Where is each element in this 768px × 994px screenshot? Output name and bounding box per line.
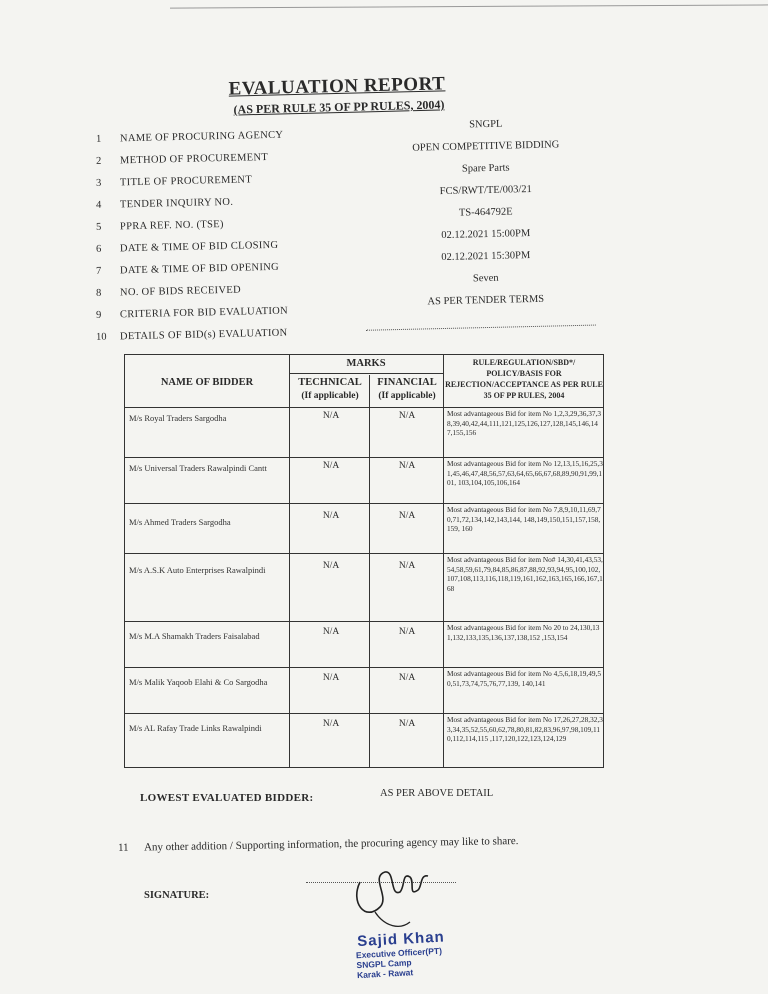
financial-marks: N/A	[398, 561, 416, 571]
col-header-technical: TECHNICAL	[298, 377, 362, 388]
bidder-name: M/s A.S.K Auto Enterprises Rawalpindi	[129, 565, 266, 575]
row-divider	[125, 553, 603, 554]
col-divider	[369, 375, 370, 767]
bidder-name: M/s M.A Shamakh Traders Faisalabad	[129, 631, 260, 641]
rule-basis: Most advantageous Bid for item No# 14,30,41,43,53,54,58,59,61,79,84,85,86,87,88,92,93,94,95,100,102,107,108,113,116,118,119,161,162,163,165,166,167,168	[447, 555, 603, 593]
stamp-location: Karak - Rawat	[356, 967, 414, 981]
detail-value: FCS/RWT/TE/003/21	[439, 184, 532, 198]
row-divider	[125, 503, 603, 504]
detail-num: 1	[95, 133, 102, 145]
dotted-fill-line	[366, 325, 596, 331]
financial-marks: N/A	[398, 719, 416, 729]
col-header-financial: FINANCIAL	[377, 377, 437, 388]
rule-basis: Most advantageous Bid for item No 4,5,6,18,19,49,50,51,73,74,75,76,77,139, 140,141	[447, 669, 602, 688]
header-divider	[125, 407, 603, 408]
col-divider	[289, 355, 290, 767]
official-stamp	[351, 927, 483, 981]
rule-basis: Most advantageous Bid for item No 1,2,3,29,36,37,38,39,40,42,44,111,121,125,126,127,128,145,146,147,155,156	[447, 409, 602, 437]
col-header-financial-note: (If applicable)	[378, 391, 436, 401]
detail-num: 2	[95, 155, 102, 167]
detail-label: CRITERIA FOR BID EVALUATION	[119, 305, 289, 321]
detail-label: DETAILS OF BID(s) EVALUATION	[119, 327, 288, 343]
rule-basis: Most advantageous Bid for item No 7,8,9,10,11,69,70,71,72,134,142,143,144, 148,149,150,151,157,158,159, 160	[447, 505, 601, 533]
rule-basis: Most advantageous Bid for item No 12,13,15,16,25,31,45,46,47,48,56,57,63,64,65,66,67,68,89,90,91,99,101, 103,104,105,106,164	[447, 459, 603, 487]
bid-evaluation-table	[124, 354, 604, 768]
detail-value: Spare Parts	[461, 162, 510, 175]
col-header-technical-note: (If applicable)	[301, 391, 359, 401]
detail-label: DATE & TIME OF BID OPENING	[119, 261, 280, 277]
financial-marks: N/A	[398, 627, 416, 637]
financial-marks: N/A	[398, 511, 416, 521]
detail-row	[96, 320, 616, 348]
detail-value: 02.12.2021 15:00PM	[441, 228, 531, 242]
row-divider	[125, 621, 603, 622]
rule-basis: Most advantageous Bid for item No 17,26,27,28,32,33,34,35,52,55,60,62,78,80,81,82,83,96,97,98,109,110,112,114,115 ,117,120,122,123,124,129	[447, 715, 603, 743]
detail-label: NO. OF BIDS RECEIVED	[119, 284, 242, 299]
technical-marks: N/A	[322, 511, 340, 521]
detail-num: 4	[95, 199, 102, 211]
detail-num: 10	[95, 331, 107, 343]
col-divider	[443, 355, 444, 767]
bidder-name: M/s Universal Traders Rawalpindi Cantt	[129, 463, 267, 473]
stamp-org: SNGPL Camp	[356, 957, 412, 971]
row-divider	[125, 713, 603, 714]
scan-edge-line	[170, 4, 768, 8]
bidder-name: M/s Ahmed Traders Sargodha	[129, 517, 231, 527]
additional-info-num: 11	[117, 841, 129, 855]
technical-marks: N/A	[322, 719, 340, 729]
detail-num: 3	[95, 177, 102, 189]
detail-value: SNGPL	[469, 118, 503, 131]
rule-basis: Most advantageous Bid for item No 20 to 24,130,131,132,133,135,136,137,138,152 ,153,154	[447, 623, 600, 642]
detail-label: TENDER INQUIRY NO.	[119, 196, 234, 211]
financial-marks: N/A	[398, 411, 416, 421]
detail-num: 7	[95, 265, 102, 277]
detail-label: TITLE OF PROCUREMENT	[119, 174, 253, 189]
detail-label: PPRA REF. NO. (TSE)	[119, 219, 224, 233]
detail-num: 8	[95, 287, 102, 299]
detail-num: 9	[95, 309, 102, 321]
col-header-marks: MARKS	[346, 358, 386, 369]
procurement-details	[95, 118, 616, 358]
financial-marks: N/A	[398, 461, 416, 471]
detail-value: TS-464792E	[458, 206, 513, 219]
col-header-bidder: NAME OF BIDDER	[160, 377, 254, 388]
detail-num: 5	[95, 221, 102, 233]
technical-marks: N/A	[322, 411, 340, 421]
detail-label: NAME OF PROCURING AGENCY	[119, 129, 284, 145]
detail-value: OPEN COMPETITIVE BIDDING	[412, 139, 560, 154]
row-divider	[289, 373, 443, 374]
additional-info-row	[118, 834, 578, 854]
detail-value: Seven	[472, 272, 499, 285]
row-divider	[125, 667, 603, 668]
bidder-name: M/s Malik Yaqoob Elahi & Co Sargodha	[129, 677, 268, 687]
row-divider	[125, 457, 603, 458]
additional-info-text: Any other addition / Supporting information, the procuring agency may like to share.	[143, 835, 519, 854]
technical-marks: N/A	[322, 673, 340, 683]
detail-value: 02.12.2021 15:30PM	[441, 250, 531, 264]
technical-marks: N/A	[322, 461, 340, 471]
col-header-rule: RULE/REGULATION/SBD*/ POLICY/BASIS FOR REJECTION/ACCEPTANCE AS PER RULE 35 OF PP RULES, 2004	[445, 358, 603, 400]
technical-marks: N/A	[322, 627, 340, 637]
lowest-bidder-value: AS PER ABOVE DETAIL	[380, 788, 494, 799]
bidder-name: M/s Royal Traders Sargodha	[129, 413, 227, 423]
lowest-bidder-label: LOWEST EVALUATED BIDDER:	[140, 792, 314, 804]
detail-label: METHOD OF PROCUREMENT	[119, 151, 269, 167]
signature-label: SIGNATURE:	[144, 890, 210, 901]
detail-label: DATE & TIME OF BID CLOSING	[119, 239, 279, 255]
signature-scribble-icon	[340, 852, 440, 932]
stamp-title: Executive Officer(PT)	[355, 945, 443, 961]
stamp-name: Sajid Khan	[356, 928, 446, 951]
detail-num: 6	[95, 243, 102, 255]
report-title: EVALUATION REPORT	[228, 73, 446, 100]
bidder-name: M/s AL Rafay Trade Links Rawalpindi	[129, 723, 262, 733]
detail-value: AS PER TENDER TERMS	[427, 293, 545, 308]
financial-marks: N/A	[398, 673, 416, 683]
technical-marks: N/A	[322, 561, 340, 571]
report-subtitle: (AS PER RULE 35 OF PP RULES, 2004)	[233, 97, 445, 117]
